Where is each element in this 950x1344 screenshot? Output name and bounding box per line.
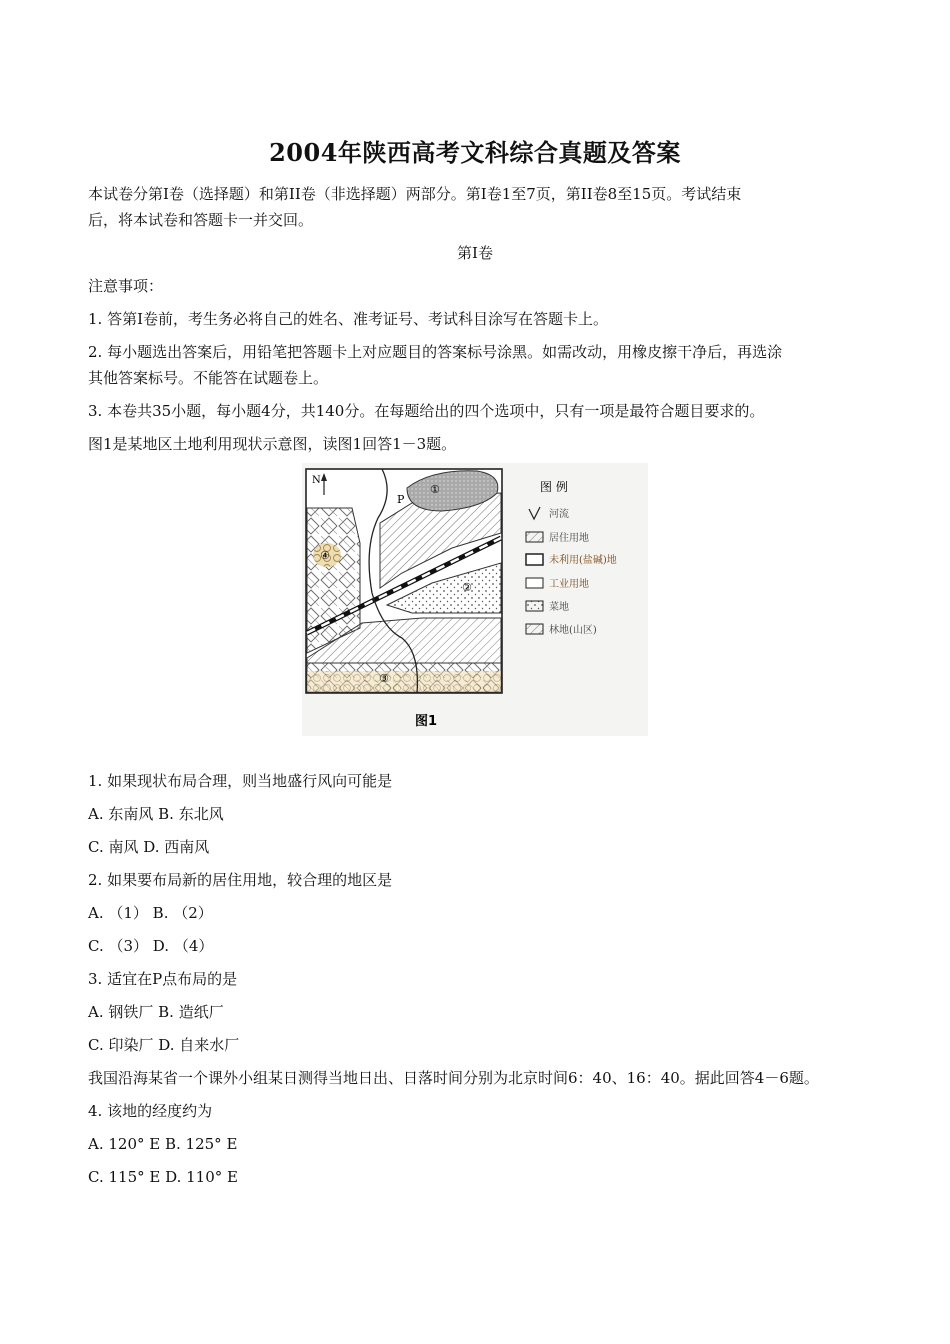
legend-forest-swatch [526, 624, 543, 634]
question-4-options-ab: A. 120° E B. 125° E [88, 1135, 238, 1153]
notice-heading: 注意事项： [88, 277, 164, 295]
question-3-options-ab: A. 钢铁厂 B. 造纸厂 [88, 1003, 224, 1021]
zone-3-label: ③ [379, 672, 389, 685]
notice-2-line-1: 2. 每小题选出答案后，用铅笔把答题卡上对应题目的答案标号涂黑。如需改动，用橡皮擦干净后，再选涂 [88, 343, 783, 361]
question-1-options-cd: C. 南风 D. 西南风 [88, 838, 210, 856]
land-use-map-figure [302, 463, 648, 736]
legend-forest: 林地(山区) [549, 625, 597, 636]
legend-river-icon [529, 507, 540, 519]
figure-intro: 图1是某地区土地利用现状示意图，读图1回答1－3题。 [88, 435, 457, 453]
legend-unused: 未利用(盐碱)地 [549, 555, 617, 566]
zone-1-label: ① [430, 483, 440, 496]
legend-vegetable-swatch [526, 601, 543, 611]
passage-2: 我国沿海某省一个课外小组某日测得当地日出、日落时间分别为北京时间6：40、16：40。据此回答4－6题。 [88, 1069, 819, 1087]
legend-industrial-swatch [526, 578, 543, 588]
legend-unused-swatch [526, 554, 543, 565]
zone-2-label: ② [462, 581, 472, 594]
notice-3: 3. 本卷共35小题，每小题4分，共140分。在每题给出的四个选项中，只有一项是最符合题目要求的。 [88, 402, 765, 420]
notice-1: 1. 答第Ⅰ卷前，考生务必将自己的姓名、准考证号、考试科目涂写在答题卡上。 [88, 310, 609, 328]
legend-river: 河流 [549, 509, 569, 520]
legend-vegetable: 菜地 [549, 602, 569, 613]
legend-title: 图 例 [540, 480, 568, 494]
question-1: 1. 如果现状布局合理，则当地盛行风向可能是 [88, 772, 393, 790]
section-title: 第Ⅰ卷 [457, 244, 493, 262]
legend-residential: 居住用地 [549, 533, 589, 544]
figure-caption: 图1 [415, 714, 438, 729]
intro-line-2: 后，将本试卷和答题卡一并交回。 [88, 211, 314, 229]
legend-residential-swatch [526, 532, 543, 542]
north-label: N [312, 475, 321, 486]
intro-line-1: 本试卷分第Ⅰ卷（选择题）和第II卷（非选择题）两部分。第Ⅰ卷1至7页，第II卷8至15页。考试结束 [88, 185, 742, 203]
page-title: 2004年陕西高考文科综合真题及答案 [269, 138, 681, 167]
question-1-options-ab: A. 东南风 B. 东北风 [88, 805, 224, 823]
land-use-map [302, 463, 648, 736]
zone-4-label: ④ [320, 549, 330, 562]
question-2-options-ab: A. （1） B. （2） [88, 904, 213, 922]
question-3-options-cd: C. 印染厂 D. 自来水厂 [88, 1036, 240, 1054]
question-2-options-cd: C. （3） D. （4） [88, 937, 214, 955]
legend-industrial: 工业用地 [549, 579, 589, 590]
notice-2-line-2: 其他答案标号。不能答在试题卷上。 [88, 369, 329, 387]
question-3: 3. 适宜在P点布局的是 [88, 970, 238, 988]
forest-bottom-tint [307, 671, 501, 692]
question-2: 2. 如果要布局新的居住用地，较合理的地区是 [88, 871, 393, 889]
point-p-label: P [397, 493, 405, 506]
question-4: 4. 该地的经度约为 [88, 1102, 213, 1120]
question-4-options-cd: C. 115° E D. 110° E [88, 1168, 238, 1186]
